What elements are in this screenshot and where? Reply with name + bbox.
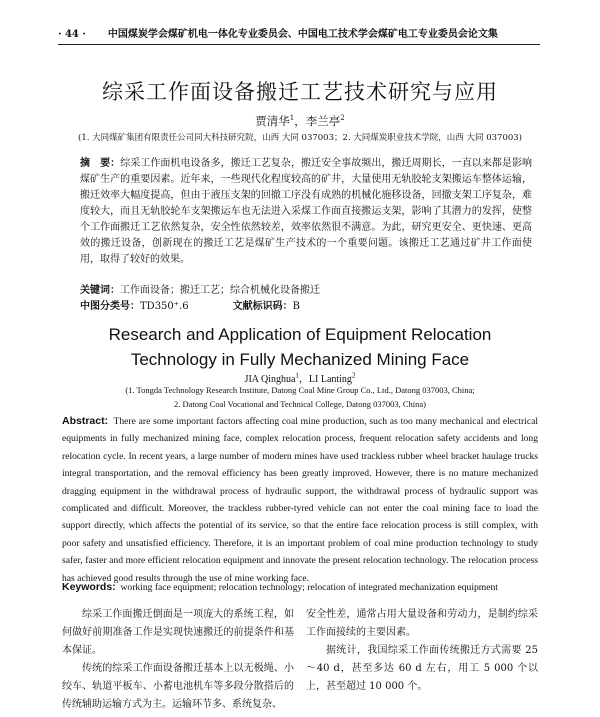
doc-code-label: 文献标识码：	[232, 301, 293, 312]
clc-label: 中图分类号：	[80, 301, 140, 312]
keywords-cn-label: 关键词：	[80, 285, 120, 296]
keywords-chinese	[80, 283, 532, 299]
body-paragraph: 综采工作面搬迁倒面是一项庞大的系统工程，如何做好前期准备工作是实现快速搬迁的前提条件和基本保证。	[62, 609, 294, 656]
author-2-cn-sup: 2	[340, 114, 345, 123]
keywords-english	[62, 579, 538, 596]
abstract-chinese	[80, 156, 532, 268]
affiliation-english-line-1: (1. Tongda Technology Research Institute, Datong Coal Mine Group Co., Ltd., Datong 037003, China;	[125, 385, 475, 395]
affiliations-chinese: (1. 大同煤矿集团有限责任公司同大科技研究院，山西 大同 037003；2. 大同煤炭职业技术学院，山西 大同 037003)	[78, 133, 522, 143]
author-2-en-sup: 2	[351, 371, 356, 380]
page-number: · 44 ·	[58, 29, 86, 40]
classification-chinese	[80, 299, 532, 315]
abstract-cn-text: 综采工作面机电设备多，搬迁工艺复杂，搬迁安全事故频出，搬迁周期长，一直以来都是影响煤矿生产的重要因素。近年来，一些现代化程度较高的矿井，大量使用无轨胶轮支架搬运车整体运输，搬迁效率大幅度提高，但由于液压支架的回撤工序没有成熟的机械化施移设备，回撤支架工序复杂，难度较大，而且无轨胶轮车支架搬运车也无法进入采煤工作面直接搬运支架，影响了其潜力的发挥，使整个工作面搬迁工艺依然复杂，安全性依然较差，效率依然很不满意。为此，研究更安全、更快速、更高效的搬迁设备，创新现在的搬迁工艺是煤矿生产技术的一个重要问题。该搬迁工艺通过矿井工作面使用，取得了较好的效果。	[80, 158, 533, 265]
affiliation-english-line-2: 2. Datong Coal Vocational and Technical College, Datong 037003, China)	[174, 399, 426, 409]
abstract-cn-label: 摘 要：	[80, 158, 121, 169]
author-separator-cn: ，	[294, 114, 306, 128]
body-paragraph: 据统计，我国综采工作面传统搬迁方式需要 25～40 d，甚至多达 60 d 左右，用工 5 000 个以上，甚至超过 10 000 个。	[306, 645, 538, 692]
author-2-cn: 李兰亭	[305, 114, 341, 128]
abstract-english	[62, 413, 538, 587]
authors-chinese	[0, 113, 600, 129]
body-column-right	[306, 606, 538, 696]
title-english: Research and Application of Equipment Relocation Technology in Fully Mechanized Mining Face	[108, 325, 492, 369]
abstract-en-label: Abstract:	[62, 415, 109, 427]
header-rule	[58, 44, 540, 45]
body-column-left	[62, 606, 294, 714]
journal-line: 中国煤炭学会煤矿机电一体化专业委员会、中国电工技术学会煤矿电工专业委员会论文集	[107, 29, 498, 40]
author-2-en: LI Lanting	[308, 374, 352, 385]
author-1-en: JIA Qinghua	[244, 374, 296, 385]
body-paragraph: 安全性差，通常占用大量设备和劳动力，是制约综采工作面接续的主要因素。	[306, 609, 538, 638]
doc-code-value: B	[292, 301, 300, 312]
clc-value: TD350⁺.6	[140, 301, 189, 312]
author-1-cn-sup: 1	[289, 114, 295, 123]
author-1-en-sup: 1	[295, 371, 299, 380]
body-paragraph: 传统的综采工作面设备搬迁基本上以无极绳、小绞车、轨道平板车、小蓄电池机车等多段分散搭后的传统辅助运输方式为主。运输环节多、系统复杂、	[62, 663, 294, 710]
title-chinese: 综采工作面设备搬迁工艺技术研究与应用	[102, 80, 498, 104]
running-header	[58, 28, 540, 42]
keywords-en-label: Keywords:	[62, 581, 116, 593]
keywords-en-text: working face equipment; relocation technology; relocation of integrated mechanization equipment	[120, 582, 498, 593]
abstract-en-text: There are some important factors affecting coal mine production, such as too many mechanical and electrical equipments in fully mechanized mining face, complex relocation process, frequent relocation safety accidents and long relocation cycle. In recent years, a large number of modern mines have used trackless rubber wheel bracket haulage trucks integral transportation, and the removal efficiency has been greatly improved. However, there is no mature mechanized dragging equipment in the withdrawal process of hydraulic support, the withdrawal process of hydraulic support was complicated and difficult. Moreover, the trackless rubber-tyred vehicle can not enter the coal mining face to load the support directly, which affects the potential of its service, so that the entire face relocation process is still complex, with poor safety and unsatisfied efficiency. Therefore, it is an important problem of coal mine production technology to study safer, faster and more efficient relocation equipment and innovate the present relocation technology. The relocation process has achieved good results through the use of mine working face.	[62, 416, 538, 584]
keywords-cn-text: 工作面设备；搬迁工艺；综合机械化设备搬迁	[120, 285, 320, 296]
author-1-cn: 贾清华	[255, 114, 290, 128]
author-separator-en: ，	[298, 374, 309, 385]
authors-english	[0, 370, 600, 385]
